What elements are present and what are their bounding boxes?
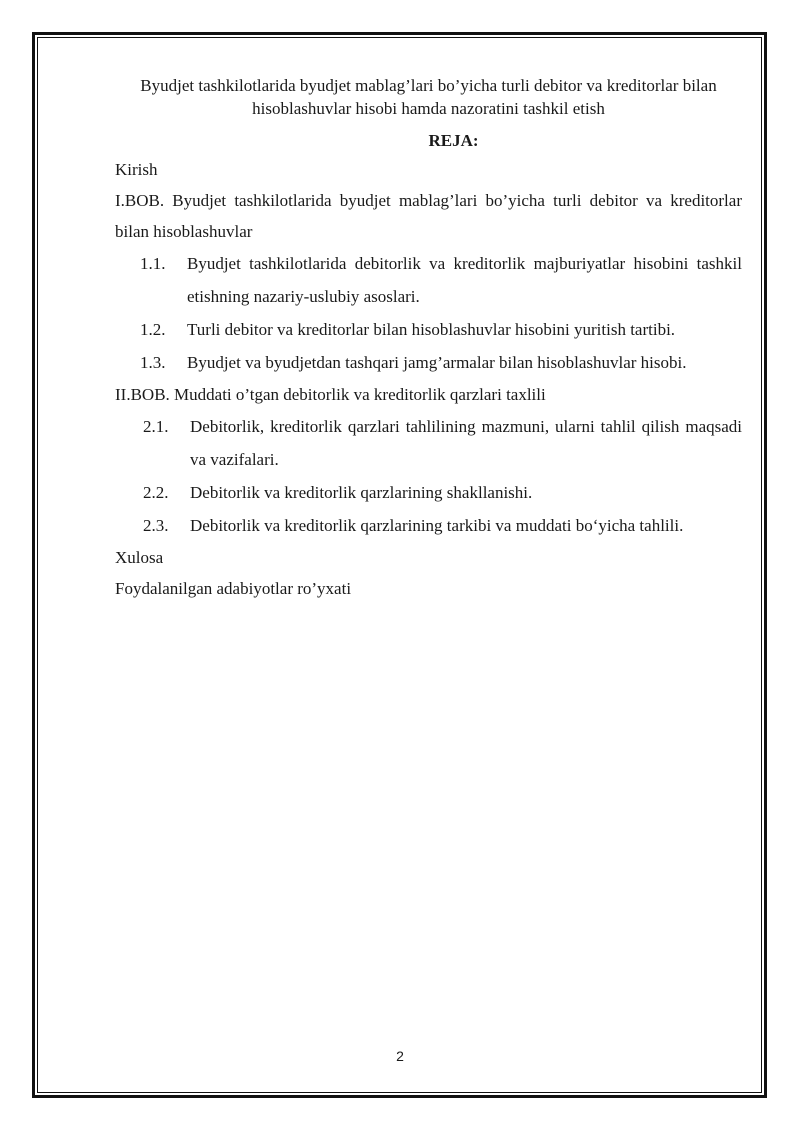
- section-number: 2.1.: [143, 417, 169, 436]
- toc-section-2-2: [115, 476, 742, 509]
- section-number: 1.3.: [140, 353, 166, 372]
- toc-section-2-3: [115, 509, 742, 542]
- toc-section-1-2: [115, 313, 742, 346]
- section-text: Debitorlik va kreditorlik qarzlarining tarkibi va muddati bo‘yicha tahlili.: [190, 516, 684, 535]
- section-text: Debitorlik va kreditorlik qarzlarining shakllanishi.: [190, 483, 533, 502]
- toc-section-1-3: [115, 346, 742, 379]
- toc-section-2-1: [115, 410, 742, 476]
- section-text: Turli debitor va kreditorlar bilan hisoblashuvlar hisobini yuritish tartibi.: [187, 320, 676, 339]
- section-number: 1.1.: [140, 254, 166, 273]
- document-body: [115, 74, 742, 604]
- toc-section-1-1: [115, 247, 742, 313]
- toc-references: Foydalanilgan adabiyotlar ro’yxati: [115, 579, 352, 598]
- section-number: 2.2.: [143, 483, 169, 502]
- toc-chapter-2-title: II.BOB. Muddati o’tgan debitorlik va kreditorlik qarzlari taxlili: [115, 385, 546, 404]
- toc-conclusion: Xulosa: [115, 548, 164, 567]
- section-text: Byudjet tashkilotlarida debitorlik va kreditorlik majburiyatlar hisobini tashkil etishning nazariy-uslubiy asoslari.: [187, 254, 742, 306]
- section-number: 2.3.: [143, 516, 169, 535]
- page-number: 2: [396, 1048, 404, 1064]
- document-title: Byudjet tashkilotlarida byudjet mablag’lari bo’yicha turli debitor va kreditorlar bilan hisoblashuvlar hisobi hamda nazoratini tashkil etish: [140, 76, 717, 118]
- section-text: Debitorlik, kreditorlik qarzlari tahlilining mazmuni, ularni tahlil qilish maqsadi va vazifalari.: [190, 417, 742, 469]
- toc-chapter-1-title: I.BOB. Byudjet tashkilotlarida byudjet mablag’lari bo’yicha turli debitor va kreditorlar bilan hisoblashuvlar: [115, 191, 742, 241]
- toc-intro: Kirish: [115, 160, 158, 179]
- section-text: Byudjet va byudjetdan tashqari jamg’armalar bilan hisoblashuvlar hisobi.: [187, 353, 687, 372]
- plan-heading: REJA:: [428, 131, 479, 150]
- section-number: 1.2.: [140, 320, 166, 339]
